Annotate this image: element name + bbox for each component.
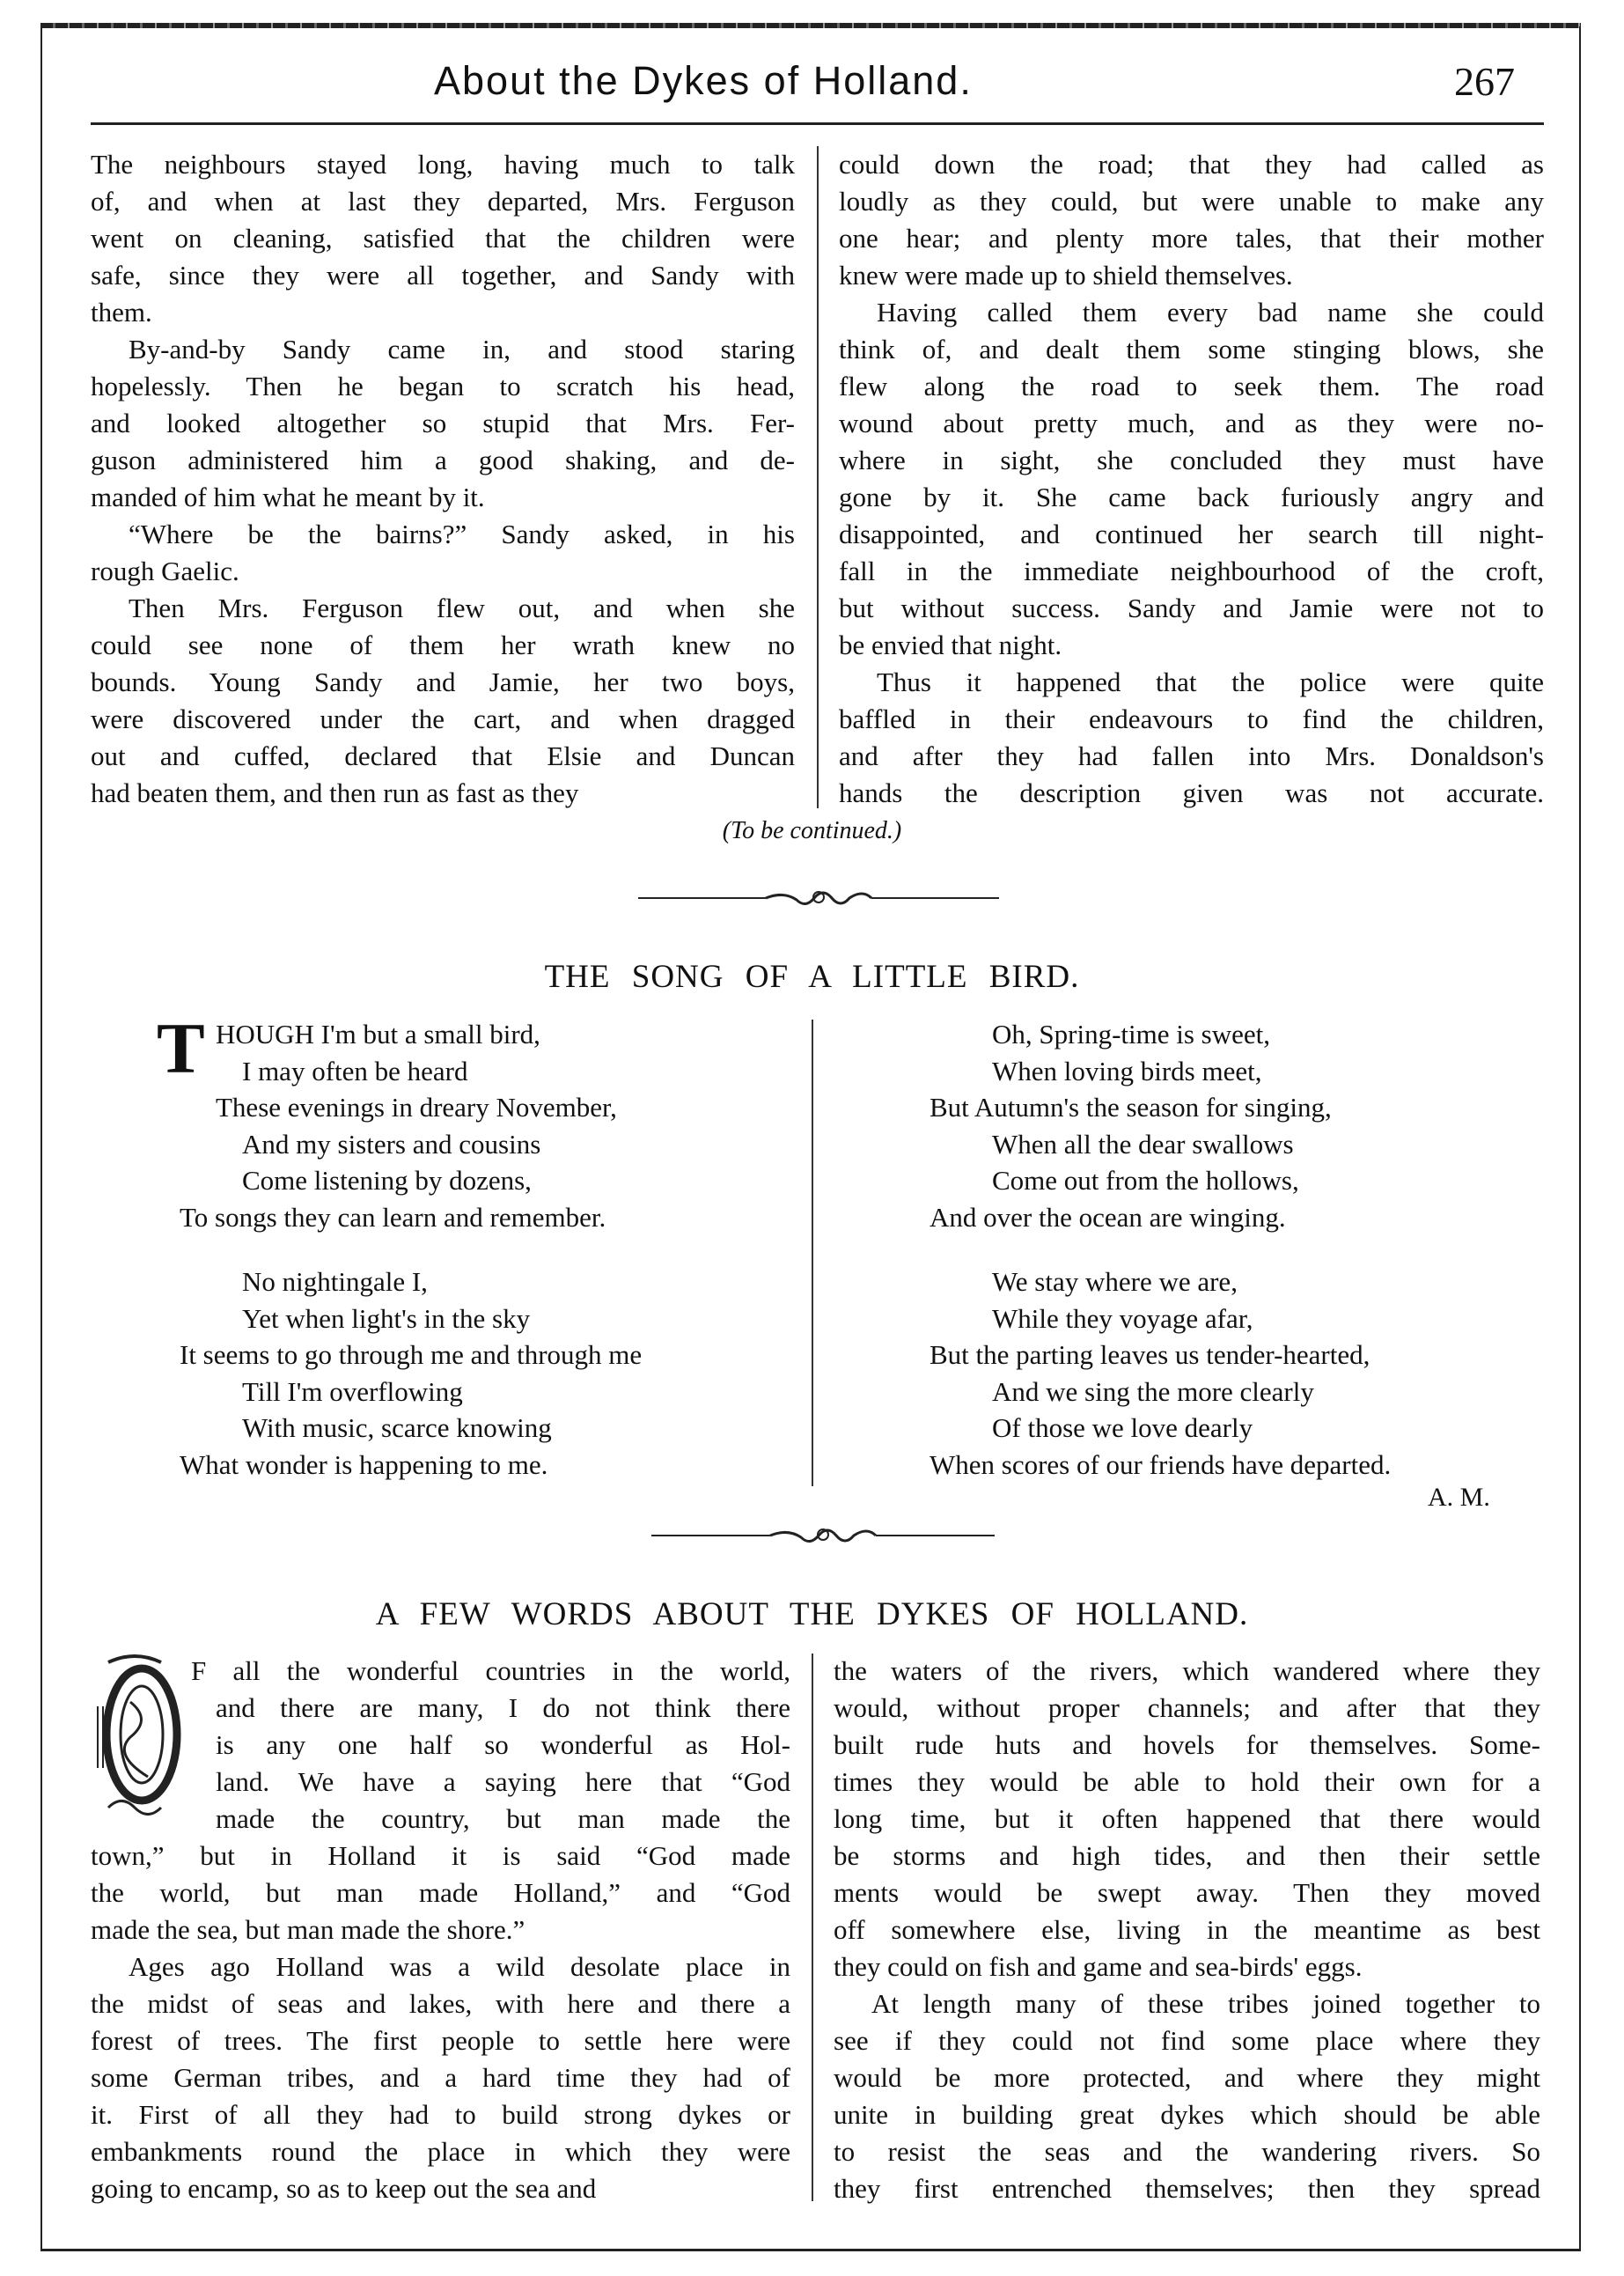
text-line: would be more protected, and where they might — [834, 2062, 1540, 2093]
article-title: A FEW WORDS ABOUT THE DYKES OF HOLLAND. — [375, 1596, 1249, 1632]
text-line: out and cuffed, declared that Elsie and Duncan — [91, 740, 795, 771]
text-line: Having called them every bad name she could — [877, 297, 1544, 328]
text-line: safe, since they were all together, and Sandy with — [91, 260, 795, 291]
text-line: where in sight, she concluded they must have — [839, 445, 1544, 475]
ornament-divider — [647, 1522, 999, 1549]
poem-drop-cap: T — [157, 1008, 205, 1088]
text-line: baffled in their endeavours to find the children, — [839, 703, 1544, 734]
column-divider — [817, 146, 819, 808]
text-line: ments would be swept away. Then they moved — [834, 1877, 1540, 1908]
poem-line: With music, scarce knowing — [242, 1412, 552, 1443]
text-line: Thus it happened that the police were quite — [877, 667, 1544, 697]
text-line: and after they had fallen into Mrs. Donaldson's — [839, 740, 1544, 771]
text-line: the midst of seas and lakes, with here and there a — [91, 1988, 790, 2019]
poem-signature: A. M. — [1428, 1483, 1490, 1512]
text-line: F all the wonderful countries in the world, — [191, 1655, 790, 1686]
text-line: and there are many, I do not think there — [216, 1692, 790, 1723]
text-line: Then Mrs. Ferguson flew out, and when she — [129, 593, 795, 623]
text-line: they could on fish and game and sea-birds' eggs. — [834, 1951, 1363, 1982]
poem-line: But Autumn's the season for singing, — [930, 1092, 1332, 1123]
poem-line: Come listening by dozens, — [242, 1165, 532, 1196]
text-line: unite in building great dykes which should be able — [834, 2099, 1540, 2130]
text-line: embankments round the place in which they were — [91, 2136, 790, 2167]
poem-column-divider — [812, 1020, 813, 1486]
poem-line: We stay where we are, — [992, 1266, 1238, 1297]
text-line: they first entrenched themselves; then they spread — [834, 2173, 1540, 2204]
text-line: built rude huts and hovels for themselves. Some- — [834, 1729, 1540, 1760]
text-line: them. — [91, 297, 152, 328]
story-left-column — [91, 146, 795, 812]
text-line: times they would be able to hold their own for a — [834, 1766, 1540, 1797]
text-line: rough Gaelic. — [91, 556, 239, 586]
text-line: loudly as they could, but were unable to make any — [839, 186, 1544, 217]
text-line: but without success. Sandy and Jamie were not to — [839, 593, 1544, 623]
text-line: going to encamp, so as to keep out the sea and — [91, 2173, 597, 2204]
poem-line: Till I'm overflowing — [242, 1375, 463, 1407]
text-line: had beaten them, and then run as fast as they — [91, 777, 579, 808]
text-line: is any one half so wonderful as Hol- — [216, 1729, 790, 1760]
poem-line: No nightingale I, — [242, 1266, 428, 1297]
text-line: “Where be the bairns?” Sandy asked, in his — [129, 519, 795, 549]
article-right-column — [834, 1653, 1540, 2207]
text-line: Ages ago Holland was a wild desolate place in — [129, 1951, 790, 1982]
text-line: be envied that night. — [839, 630, 1062, 660]
text-line: to resist the seas and the wandering rivers. So — [834, 2136, 1540, 2167]
text-line: disappointed, and continued her search till night- — [839, 519, 1544, 549]
text-line: hopelessly. Then he began to scratch his head, — [91, 371, 795, 401]
text-line: and looked altogether so stupid that Mrs. Fer- — [91, 408, 795, 438]
text-line: knew were made up to shield themselves. — [839, 260, 1293, 291]
text-line: be storms and high tides, and then their settle — [834, 1840, 1540, 1871]
poem-line: Yet when light's in the sky — [242, 1302, 531, 1334]
poem-line: Come out from the hollows, — [992, 1165, 1299, 1196]
poem-line: When all the dear swallows — [992, 1128, 1294, 1160]
poem-line: While they voyage afar, — [992, 1302, 1253, 1334]
story-right-column — [839, 146, 1544, 812]
text-line: guson administered him a good shaking, and de- — [91, 445, 795, 475]
text-line: could see none of them her wrath knew no — [91, 630, 795, 660]
text-line: could down the road; that they had called as — [839, 149, 1544, 180]
text-line: town,” but in Holland it is said “God made — [91, 1840, 790, 1871]
poem-line: And we sing the more clearly — [992, 1375, 1314, 1407]
text-line: made the country, but man made the — [216, 1803, 790, 1834]
text-line: forest of trees. The first people to settle here were — [91, 2025, 790, 2056]
text-line: fall in the immediate neighbourhood of the croft, — [839, 556, 1544, 586]
poem-line: And my sisters and cousins — [242, 1128, 541, 1160]
poem-line: When loving birds meet, — [992, 1055, 1262, 1086]
text-line: some German tribes, and a hard time they had of — [91, 2062, 790, 2093]
text-line: it. First of all they had to build strong dykes or — [91, 2099, 790, 2130]
text-line: see if they could not find some place where they — [834, 2025, 1540, 2056]
text-line: wound about pretty much, and as they were no- — [839, 408, 1544, 438]
text-line: of, and when at last they departed, Mrs. Ferguson — [91, 186, 795, 217]
article-column-divider — [812, 1654, 813, 2201]
text-line: bounds. Young Sandy and Jamie, her two boys, — [91, 667, 795, 697]
text-line: At length many of these tribes joined together to — [871, 1988, 1540, 2019]
text-line: flew along the road to seek them. The road — [839, 371, 1544, 401]
text-line: long time, but it often happened that there would — [834, 1803, 1540, 1834]
text-line: one hear; and plenty more tales, that their mother — [839, 223, 1544, 254]
poem-line: What wonder is happening to me. — [180, 1448, 548, 1480]
poem-line: I may often be heard — [242, 1055, 468, 1086]
poem-line: HOUGH I'm but a small bird, — [216, 1019, 540, 1050]
ornament-divider — [634, 885, 1003, 911]
text-line: land. We have a saying here that “God — [216, 1766, 790, 1797]
poem-title: THE SONG OF A LITTLE BIRD. — [544, 959, 1080, 995]
page-number: 267 — [1454, 59, 1515, 104]
text-line: the waters of the rivers, which wandered where they — [834, 1655, 1540, 1686]
poem-line: But the parting leaves us tender-hearted, — [930, 1339, 1370, 1370]
text-line: By-and-by Sandy came in, and stood staring — [129, 334, 795, 365]
running-title: About the Dykes of Holland. — [434, 58, 973, 103]
text-line: gone by it. She came back furiously angry and — [839, 482, 1544, 512]
text-line: off somewhere else, living in the meantime as best — [834, 1914, 1540, 1945]
text-line: went on cleaning, satisfied that the children were — [91, 223, 795, 254]
text-line: manded of him what he meant by it. — [91, 482, 485, 512]
poem-line: Of those we love dearly — [992, 1412, 1253, 1443]
poem-line: When scores of our friends have departed. — [930, 1448, 1392, 1480]
poem-line: And over the ocean are winging. — [930, 1201, 1286, 1233]
text-line: the world, but man made Holland,” and “God — [91, 1877, 790, 1908]
text-line: think of, and dealt them some stinging blows, she — [839, 334, 1544, 365]
text-line: hands the description given was not accurate. — [839, 777, 1544, 808]
poem-line: It seems to go through me and through me — [180, 1339, 643, 1370]
text-line: were discovered under the cart, and when dragged — [91, 703, 795, 734]
poem-line: To songs they can learn and remember. — [180, 1201, 606, 1233]
poem-line: Oh, Spring-time is sweet, — [992, 1019, 1270, 1050]
text-line: would, without proper channels; and after that they — [834, 1692, 1540, 1723]
header-rule — [91, 122, 1544, 125]
continued-note: (To be continued.) — [722, 817, 902, 844]
article-left-column — [91, 1653, 790, 2207]
text-line: The neighbours stayed long, having much to talk — [91, 149, 795, 180]
poem-line: These evenings in dreary November, — [216, 1092, 617, 1123]
text-line: made the sea, but man made the shore.” — [91, 1914, 525, 1945]
